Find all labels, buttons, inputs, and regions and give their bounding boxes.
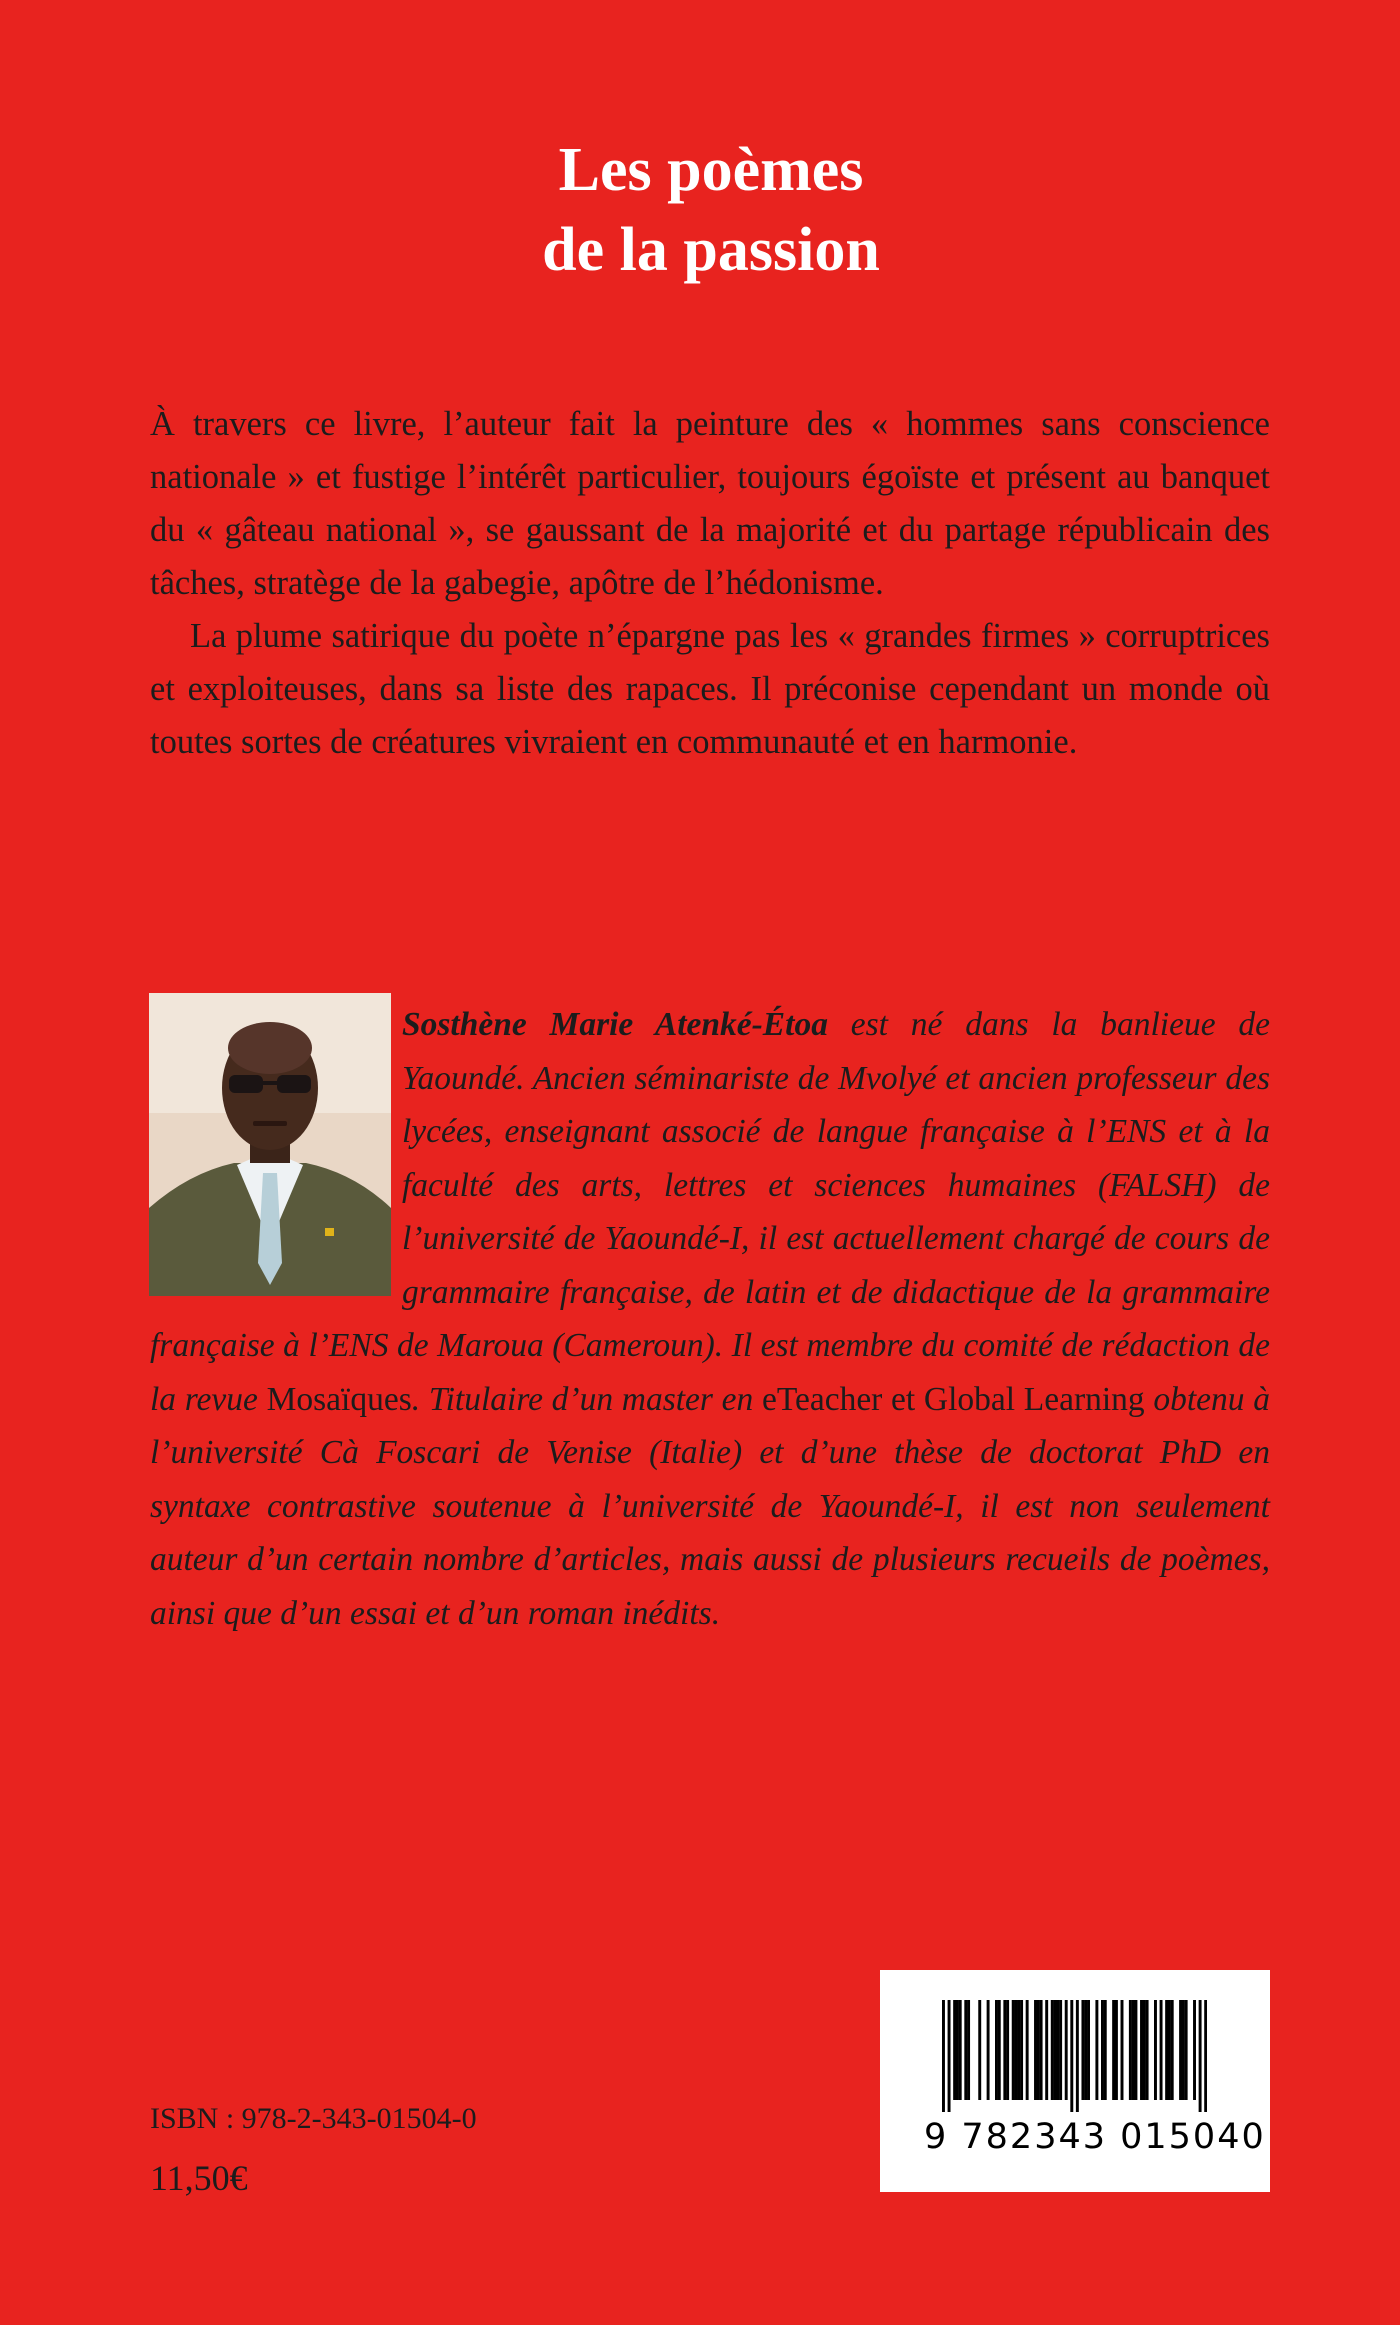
barcode-bar (964, 2000, 967, 2100)
barcode-bar (1087, 2000, 1090, 2100)
title-line-1: Les poèmes (558, 136, 864, 204)
barcode-bar (1193, 2000, 1196, 2100)
barcode-bar (1143, 2000, 1146, 2100)
synopsis-paragraph-2: La plume satirique du poète n’épargne pas les « grandes firmes » corruptrices et exploiteuses, dans sa liste des rapaces. Il préconise cependant un monde où toutes sortes de créatures vivraient en communauté et en harmonie. (150, 617, 1270, 761)
barcode-bar (1140, 2000, 1143, 2100)
barcode-bar (1095, 2000, 1098, 2100)
bio-text-3: obtenu à l’université Cà Foscari de Venise (Italie) et d’une thèse de doctorat PhD en syntaxe contrastive soutenue à l’université de Yaoundé-I, il est non seulement auteur d’un certain nombre d’articles, mais aussi de plusieurs recueils de poèmes, ainsi que d’un essai et d’un roman inédits. (150, 1380, 1270, 1632)
barcode-bar (1045, 2000, 1048, 2100)
barcode-bar (1056, 2000, 1059, 2100)
barcode-bar (1026, 2000, 1029, 2100)
synopsis-paragraph-1: À travers ce livre, l’auteur fait la peinture des « hommes sans conscience nationale » et fustige l’intérêt particulier, toujours égoïste et présent au banquet du « gâteau national », se gaussant de la majorité et du partage républicain des tâches, stratège de la gabegie, apôtre de l’hédonisme. (150, 405, 1270, 602)
barcode-bar (948, 2000, 951, 2112)
isbn: ISBN : 978-2-343-01504-0 (150, 2102, 477, 2135)
barcode-bar (1171, 2000, 1174, 2100)
barcode-bar (1054, 2000, 1057, 2100)
barcode-bar (1165, 2000, 1168, 2100)
barcode-bar (978, 2000, 981, 2100)
barcode-bars (942, 2000, 1207, 2112)
barcode-bar (1146, 2000, 1149, 2100)
barcode-bar (1084, 2000, 1087, 2100)
barcode-bar (1132, 2000, 1135, 2100)
barcode-bar (1134, 2000, 1137, 2100)
barcode-bar (1003, 2000, 1006, 2100)
barcode-bar (1020, 2000, 1023, 2100)
barcode-bar (1101, 2000, 1104, 2100)
book-title (0, 130, 1400, 290)
barcode-bar (1006, 2000, 1009, 2100)
barcode-bar (1070, 2000, 1073, 2112)
barcode-bar (1076, 2000, 1079, 2112)
author-photo (149, 993, 391, 1296)
price: 11,50€ (150, 2158, 248, 2198)
barcode-bar (1104, 2000, 1107, 2100)
barcode-bar (1034, 2000, 1037, 2100)
barcode-bar (1182, 2000, 1185, 2100)
author-name: Sosthène Marie Atenké-Étoa (402, 1006, 828, 1043)
barcode-bar (1059, 2000, 1062, 2100)
barcode-bar (1179, 2000, 1182, 2100)
barcode-bar (959, 2000, 962, 2100)
program-name: eTeacher et Global Learning (761, 1380, 1145, 1418)
bio-text-2: . Titulaire d’un master en (411, 1380, 762, 1418)
barcode-digits: 9 782343 015040 (924, 2117, 1266, 2157)
barcode-bar (953, 2000, 956, 2100)
barcode-bar (1129, 2000, 1132, 2100)
barcode-bar (998, 2000, 1001, 2100)
barcode-bar (1015, 2000, 1018, 2100)
title-line-2: de la passion (542, 216, 880, 284)
barcode-bar (1154, 2000, 1157, 2100)
barcode-bar (1112, 2000, 1115, 2100)
barcode-bar (1051, 2000, 1054, 2100)
barcode-bar (1160, 2000, 1163, 2100)
barcode-bar (995, 2000, 998, 2100)
barcode-bar (1017, 2000, 1020, 2100)
barcode-bar (1168, 2000, 1171, 2100)
barcode-bar (1037, 2000, 1040, 2100)
barcode-bar (1065, 2000, 1068, 2100)
barcode-bar (956, 2000, 959, 2100)
barcode-bar (987, 2000, 990, 2100)
barcode-bar (1185, 2000, 1188, 2100)
barcode-bar (1199, 2000, 1202, 2112)
barcode-bar (1121, 2000, 1124, 2100)
barcode-bar (1040, 2000, 1043, 2100)
journal-name: Mosaïques (266, 1380, 412, 1418)
barcode-bar (942, 2000, 945, 2112)
barcode-bar (1204, 2000, 1207, 2112)
barcode-bar (1012, 2000, 1015, 2100)
barcode-bar (967, 2000, 970, 2100)
barcode (880, 1970, 1270, 2192)
bio-text-1: est né dans la banlieue de Yaoundé. Ancien séminariste de Mvolyé et ancien professeur des lycées, enseignant associé de langue française à l’ENS et à la faculté des arts, lettres et sciences humaines (FALSH) de l’université de Yaoundé-I, il est actuellement chargé de cours de grammaire française, de latin et de didactique de la grammaire française à l’ENS de Maroua (Cameroun). Il est membre du comité de rédaction de la revue (150, 1006, 1270, 1418)
barcode-bar (1081, 2000, 1084, 2100)
barcode-bar (1115, 2000, 1118, 2100)
synopsis (150, 398, 1270, 769)
